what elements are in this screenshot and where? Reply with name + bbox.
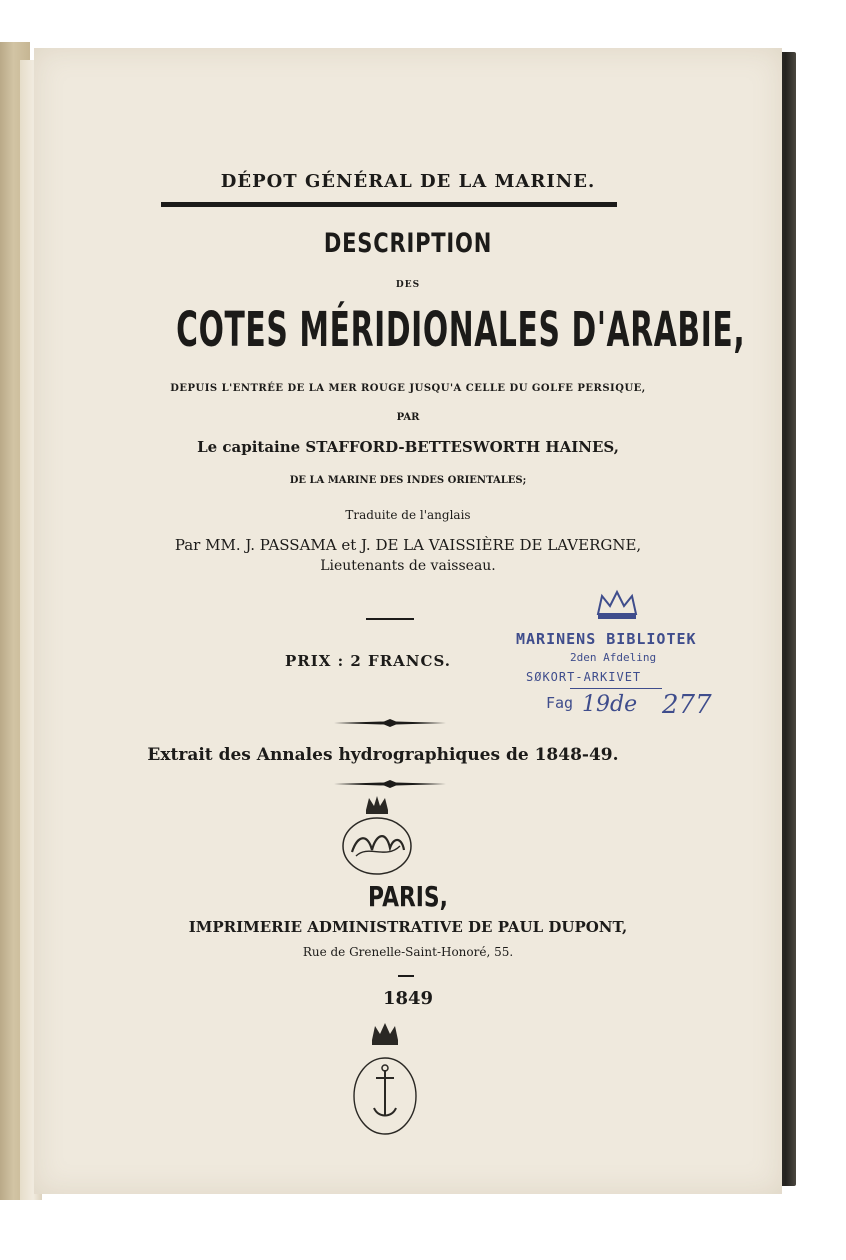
translators: Par MM. J. PASSAMA et J. DE LA VAISSIÈRE DE LAVERGNE,	[174, 536, 642, 554]
crown-icon	[594, 588, 640, 622]
short-rule	[366, 618, 414, 620]
price: PRIX : 2 FRANCS.	[285, 652, 451, 670]
title-page	[34, 48, 782, 1194]
main-title: COTES MÉRIDIONALES D'ARABIE,	[176, 302, 746, 358]
stamp-fag-value: 19de	[582, 692, 638, 717]
library-stamp	[512, 588, 742, 748]
printer-address: Rue de Grenelle-Saint-Honoré, 55.	[302, 945, 514, 959]
title-description: DESCRIPTION	[323, 228, 493, 259]
stamp-archive: SØKORT-ARKIVET	[526, 670, 642, 684]
monogram-seal-icon	[338, 794, 416, 878]
stamp-divider	[570, 688, 662, 689]
stamp-number: 277	[662, 690, 712, 720]
stamp-department: 2den Afdeling	[570, 651, 657, 664]
publisher-heading: DÉPOT GÉNÉRAL DE LA MARINE.	[220, 171, 596, 192]
translators-rank: Lieutenants de vaisseau.	[320, 558, 496, 574]
library-seal-icon	[350, 1020, 420, 1138]
short-rule	[398, 975, 414, 977]
printer: IMPRIMERIE ADMINISTRATIVE DE PAUL DUPONT,	[188, 918, 628, 936]
subtitle: DEPUIS L'ENTRÉE DE LA MER ROUGE JUSQU'A CELLE DU GOLFE PERSIQUE,	[170, 383, 646, 394]
par-label: PAR	[396, 412, 420, 423]
author-affiliation: DE LA MARINE DES INDES ORIENTALES;	[289, 475, 527, 486]
publication-year: 1849	[382, 988, 434, 1009]
stamp-fag-label: Fag	[546, 694, 574, 712]
ornamental-rule	[334, 719, 446, 727]
imprint-city: PARIS,	[368, 880, 448, 913]
ornamental-rule	[334, 780, 446, 788]
author: Le capitaine STAFFORD-BETTESWORTH HAINES,	[197, 438, 619, 456]
stamp-library-name: MARINENS BIBLIOTEK	[516, 630, 697, 648]
title-des: DES	[395, 280, 421, 290]
heading-rule	[161, 202, 617, 207]
extract-note: Extrait des Annales hydrographiques de 1848-49.	[147, 745, 619, 765]
translation-note: Traduite de l'anglais	[345, 508, 471, 522]
